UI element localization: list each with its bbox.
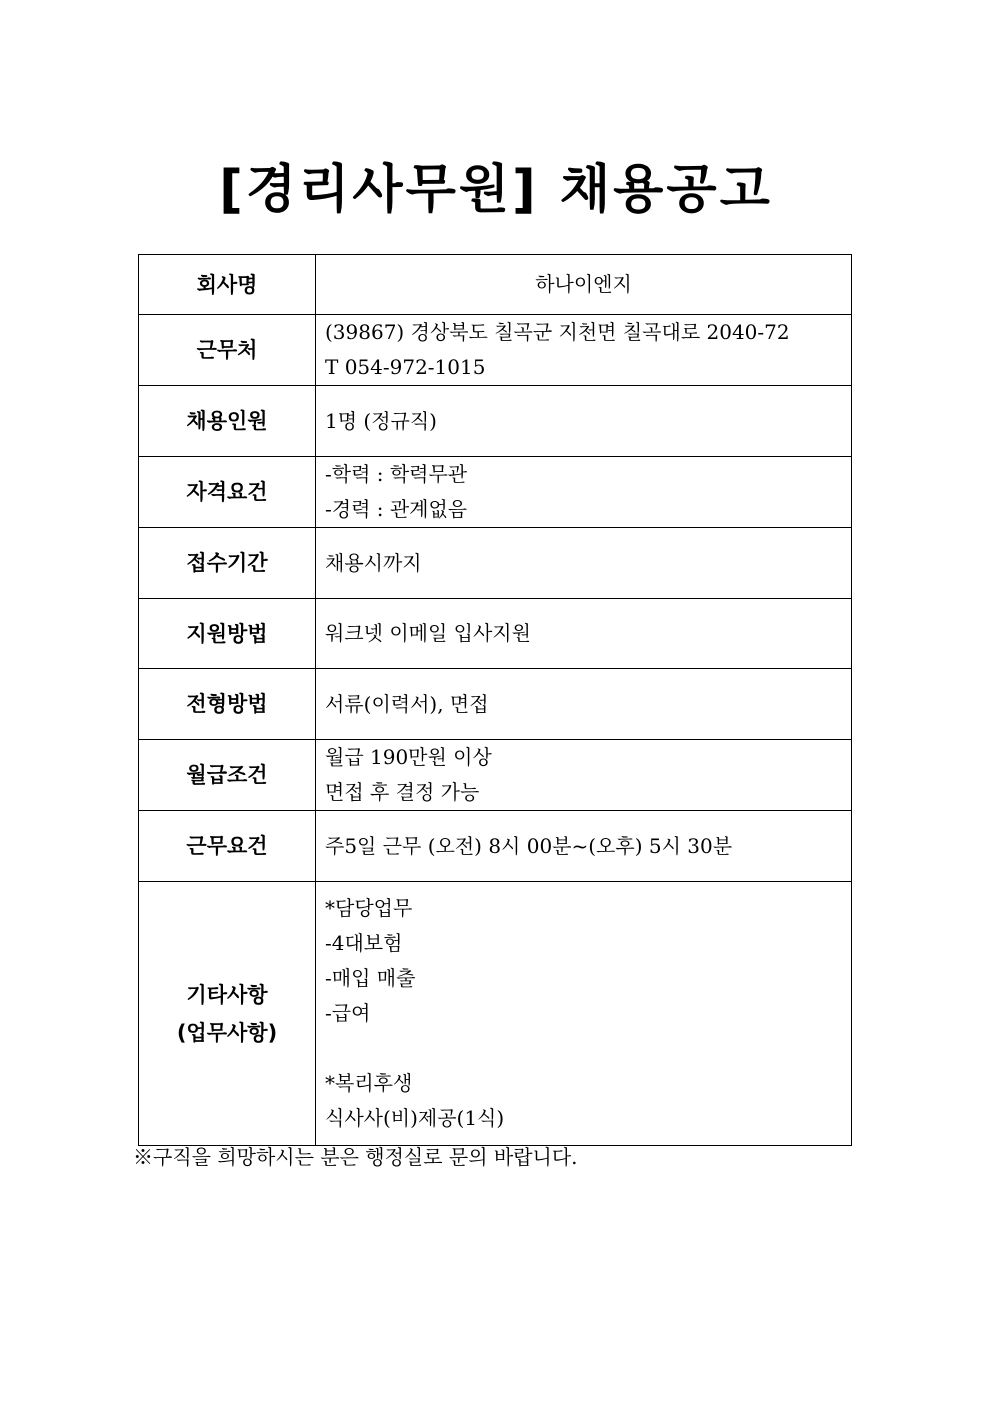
- value-line: 하나이엔지: [535, 272, 632, 296]
- row-label-company: 회사명: [139, 255, 316, 315]
- value-line: 월급 190만원 이상: [325, 745, 492, 769]
- job-info-table: [138, 254, 852, 1146]
- row-value-period: [316, 528, 852, 599]
- row-value-apply-method: [316, 599, 852, 669]
- row-value-selection: [316, 669, 852, 740]
- value-line: -학력 : 학력무관: [325, 462, 468, 486]
- row-label-headcount: 채용인원: [139, 386, 316, 457]
- row-value-headcount: [316, 386, 852, 457]
- value-line: -4대보험: [325, 931, 403, 955]
- table-row-selection: [139, 669, 852, 740]
- label-line: 기타사항: [186, 982, 268, 1007]
- value-line: 1명 (정규직): [325, 408, 437, 433]
- value-line: *담당업무: [325, 896, 413, 920]
- value-line: 주5일 근무 (오전) 8시 00분~(오후) 5시 30분: [325, 833, 733, 858]
- row-value-work-conditions: [316, 811, 852, 882]
- row-label-salary: 월급조건: [139, 740, 316, 811]
- table-row-qualification: [139, 457, 852, 528]
- value-line: 식사사(비)제공(1식): [325, 1106, 505, 1130]
- value-line: (39867) 경상북도 칠곡군 지천면 칠곡대로 2040-72: [325, 320, 790, 344]
- value-line: -경력 : 관계없음: [325, 497, 468, 521]
- page-title: [경리사무원] 채용공고: [219, 160, 773, 220]
- table-row-other: [139, 882, 852, 1146]
- row-label-selection: 전형방법: [139, 669, 316, 740]
- table-row-apply-method: [139, 599, 852, 669]
- row-label-workplace: 근무처: [139, 315, 316, 386]
- table-row-headcount: [139, 386, 852, 457]
- table-row-company: [139, 255, 852, 315]
- table-row-salary: [139, 740, 852, 811]
- value-line: *복리후생: [325, 1071, 413, 1095]
- value-line: T 054-972-1015: [325, 355, 486, 379]
- table-row-work-conditions: [139, 811, 852, 882]
- row-label-other: [139, 882, 316, 1146]
- row-label-period: 접수기간: [139, 528, 316, 599]
- value-line: 워크넷 이메일 입사지원: [325, 621, 531, 645]
- value-line: 면접 후 결정 가능: [325, 780, 480, 804]
- value-line: [325, 1031, 851, 1066]
- row-value-other: [316, 882, 852, 1146]
- label-line: (업무사항): [176, 1020, 278, 1045]
- row-label-work-conditions: 근무요건: [139, 811, 316, 882]
- value-line: 채용시까지: [325, 550, 422, 575]
- row-value-workplace: [316, 315, 852, 386]
- footnote: ※구직을 희망하시는 분은 행정실로 문의 바랍니다.: [133, 1145, 578, 1169]
- row-value-salary: [316, 740, 852, 811]
- row-value-qualification: [316, 457, 852, 528]
- value-line: -매입 매출: [325, 966, 416, 990]
- table-row-period: [139, 528, 852, 599]
- value-line: -급여: [325, 1001, 371, 1025]
- row-value-company: [316, 255, 852, 315]
- table-row-workplace: [139, 315, 852, 386]
- value-line: 서류(이력서), 면접: [325, 691, 489, 716]
- row-label-apply-method: 지원방법: [139, 599, 316, 669]
- row-label-qualification: 자격요건: [139, 457, 316, 528]
